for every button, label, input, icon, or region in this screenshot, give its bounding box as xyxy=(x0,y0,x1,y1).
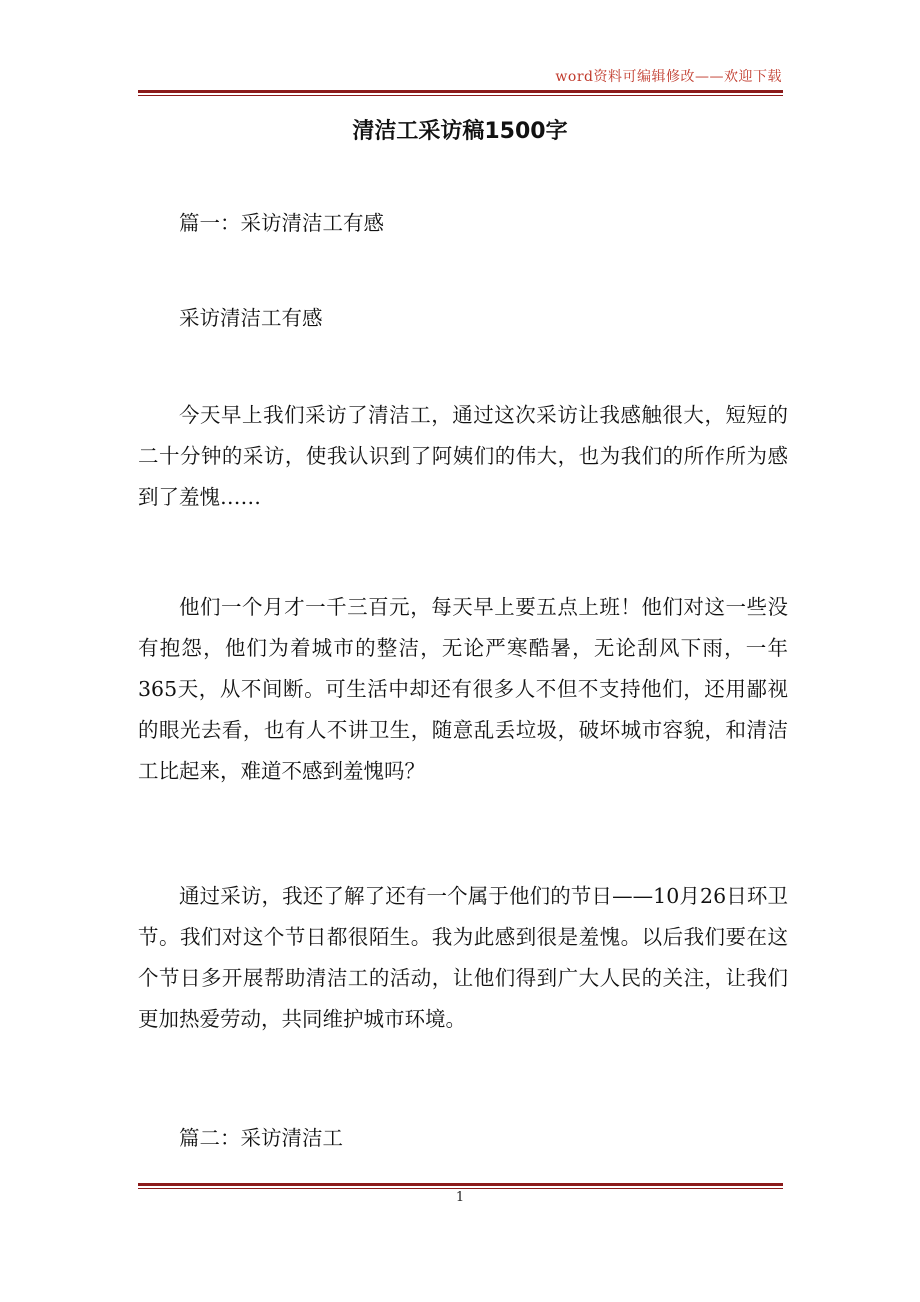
page-number: 1 xyxy=(455,1190,465,1205)
body-paragraph-1: 今天早上我们采访了清洁工，通过这次采访让我感触很大，短短的二十分钟的采访，使我认识到了阿姨们的伟大，也为我们的所作所为感到了羞愧…… xyxy=(138,403,788,509)
section-heading-1: 篇一：采访清洁工有感 xyxy=(179,211,384,235)
subheading: 采访清洁工有感 xyxy=(179,306,323,330)
header-note: word资料可编辑修改——欢迎下载 xyxy=(555,69,782,85)
document-title: 清洁工采访稿1500字 xyxy=(352,119,568,144)
section-heading-2: 篇二：采访清洁工 xyxy=(179,1126,343,1150)
body-paragraph-3: 通过采访，我还了解了还有一个属于他们的节日——10月26日环卫节。我们对这个节日都很陌生。我为此感到很是羞愧。以后我们要在这个节日多开展帮助清洁工的活动，让他们得到广大人民的关注，让我们更加热爱劳动，共同维护城市环境。 xyxy=(138,884,788,1031)
footer-divider xyxy=(138,1183,783,1189)
body-paragraph-2: 他们一个月才一千三百元，每天早上要五点上班！他们对这一些没有抱怨，他们为着城市的整洁，无论严寒酷暑，无论刮风下雨，一年365天，从不间断。可生活中却还有很多人不但不支持他们，还用鄙视的眼光去看，也有人不讲卫生，随意乱丢垃圾，破坏城市容貌，和清洁工比起来，难道不感到羞愧吗？ xyxy=(138,595,788,783)
header-divider xyxy=(138,90,783,96)
